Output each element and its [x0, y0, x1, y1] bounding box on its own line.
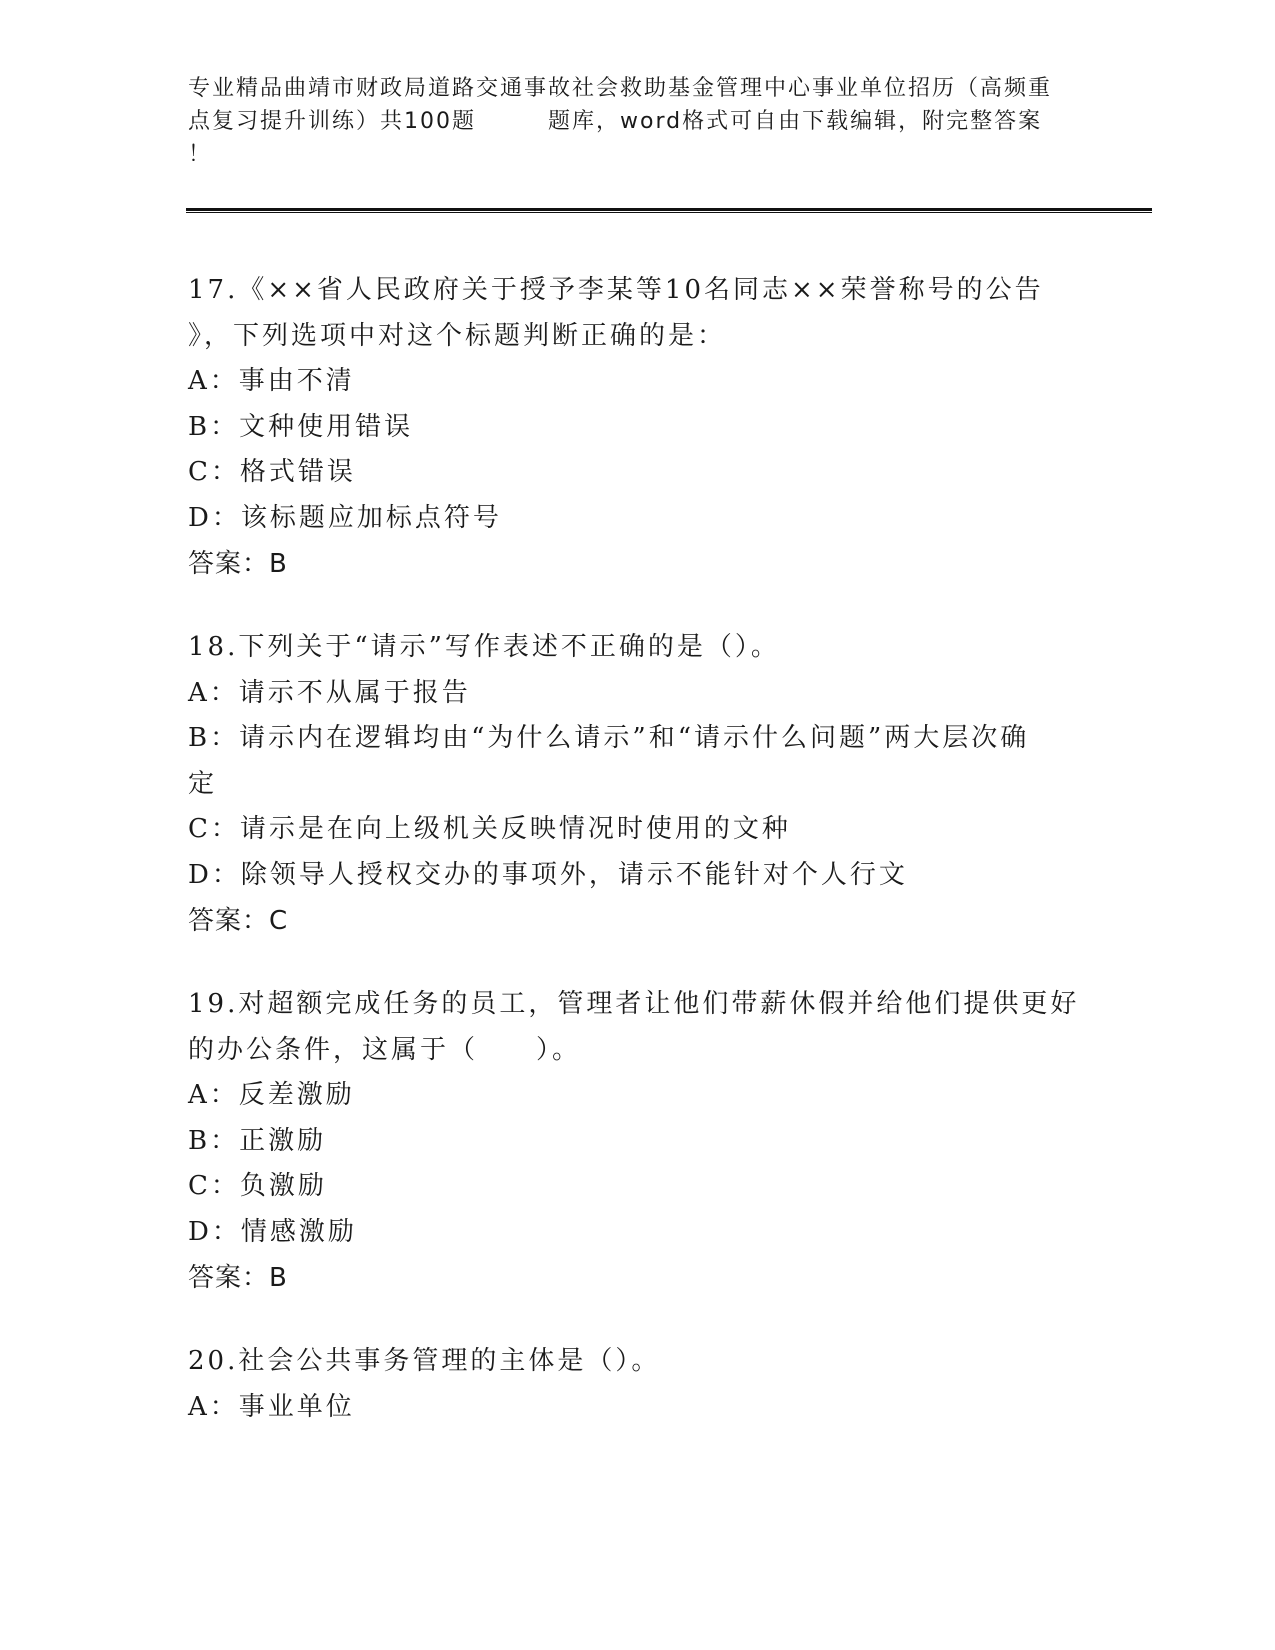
option-line: D：除领导人授权交办的事项外，请示不能针对个人行文: [188, 859, 908, 890]
header-line-3: ！: [188, 142, 213, 167]
question-stem-line: 》，下列选项中对这个标题判断正确的是：: [188, 320, 727, 351]
option-line: A：反差激励: [188, 1080, 355, 1110]
answer-line: 答案：C: [188, 906, 289, 936]
header-line-2: [188, 105, 1088, 138]
question-block: [188, 625, 1088, 944]
option-line: C：负激励: [188, 1171, 327, 1201]
question-block: [188, 982, 1088, 1301]
header-line-1: 专业精品曲靖市财政局道路交通事故社会救助基金管理中心事业单位招历（高频重: [188, 76, 1053, 101]
question-stem-line: 18.下列关于“请示”写作表述不正确的是（）。: [188, 632, 780, 662]
header-divider: [186, 208, 1152, 213]
question-stem-line: 的办公条件，这属于（ ）。: [188, 1034, 582, 1065]
option-line: D：情感激励: [188, 1216, 357, 1247]
option-line: 定: [188, 768, 218, 799]
option-line: B：正激励: [188, 1125, 327, 1156]
question-stem-line: 17.《××省人民政府关于授予李某等10名同志××荣誉称号的公告: [188, 275, 1044, 305]
answer-line: 答案：B: [188, 549, 288, 579]
header-line-2-part-1: 点复习提升训练）共100题: [188, 109, 476, 134]
question-list: [188, 268, 1088, 1468]
option-line: A：事业单位: [188, 1391, 355, 1422]
option-line: C：格式错误: [188, 457, 356, 487]
question-block: [188, 1339, 1088, 1430]
question-stem-line: 19.对超额完成任务的员工，管理者让他们带薪休假并给他们提供更好: [188, 989, 1080, 1019]
option-line: D：该标题应加标点符号: [188, 502, 502, 533]
option-line: A：请示不从属于报告: [188, 677, 471, 708]
option-line: B：请示内在逻辑均由“为什么请示”和“请示什么问题”两大层次确: [188, 723, 1030, 753]
option-line: B：文种使用错误: [188, 411, 414, 442]
question-block: [188, 268, 1088, 587]
answer-line: 答案：B: [188, 1263, 288, 1293]
document-header: [188, 72, 1088, 171]
header-line-2-part-2: 题库，word格式可自由下载编辑，附完整答案: [548, 109, 1043, 134]
question-stem-line: 20.社会公共事务管理的主体是（）。: [188, 1346, 661, 1376]
option-line: A：事由不清: [188, 366, 355, 396]
option-line: C：请示是在向上级机关反映情况时使用的文种: [188, 814, 791, 844]
